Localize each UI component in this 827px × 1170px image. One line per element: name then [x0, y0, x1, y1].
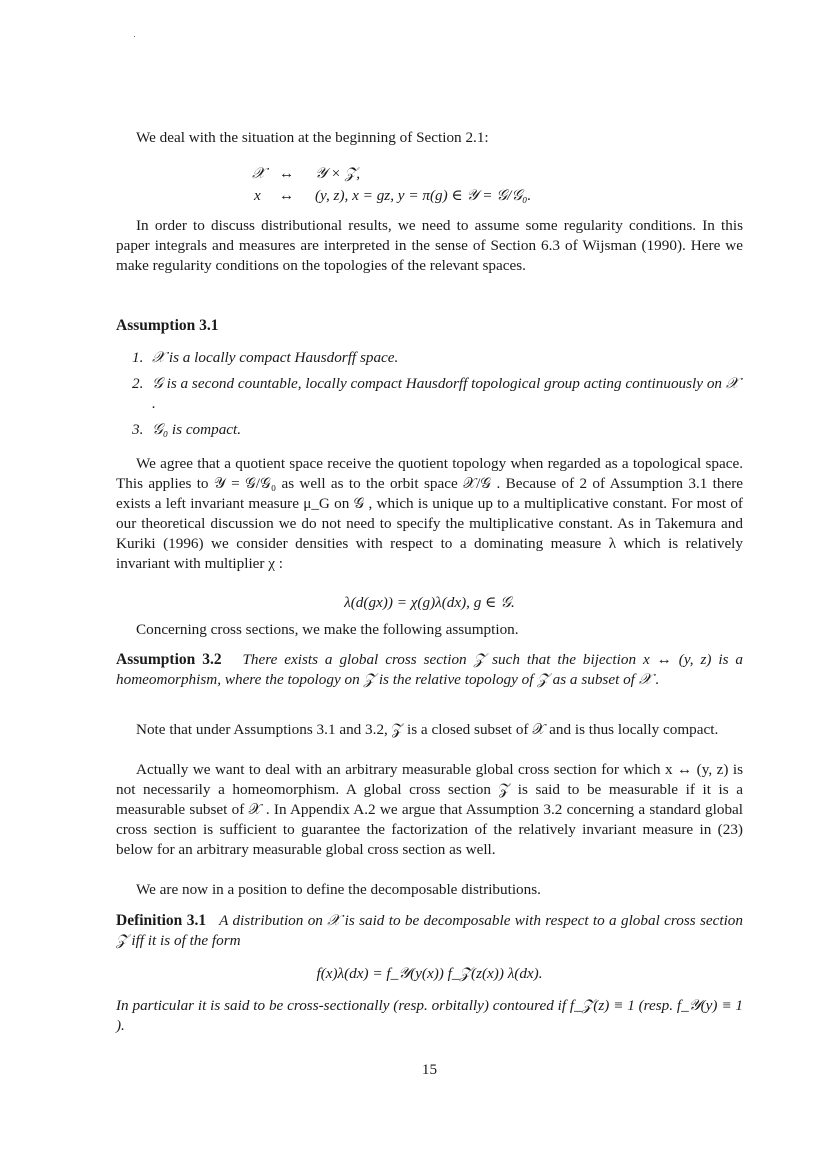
position-paragraph: We are now in a position to define the decomposable distributions. [136, 881, 541, 898]
intro-paragraph: We deal with the situation at the beginning of Section 2.1: [136, 129, 489, 146]
actually-paragraph: Actually we want to deal with an arbitrary measurable global cross section for which x ↔ (y, z) is not necessarily a homeomorphism. A global cross section 𝒵 is said to be measurable if it is a measurable subset of 𝒳 . In Appendix A.2 we argue that Assumption 3.2 concerning a standard global cross section is sufficient to guarantee the factorization of the relatively invariant measure in (23) below for an arbitrary measurable global cross section as well. [116, 761, 743, 858]
paper-page [116, 0, 743, 1170]
eq-row1-lhs: 𝒳 [252, 165, 266, 182]
item-number: 3. [132, 421, 144, 438]
quotient-paragraph: We agree that a quotient space receive the quotient topology when regarded as a topological space. This applies to 𝒴 = 𝒢/𝒢₀ as well as to the orbit space 𝒳/𝒢 . Because of 2 of Assumption 3.1 there exists a left invariant measure μ_G on 𝒢 , which is unique up to a multiplicative constant. For most of our theoretical discussion we do not need to specify the multiplicative constant. As in Takemura and Kuriki (1996) we consider densities with respect to a dominating measure λ which is relatively invariant with multiplier χ : [116, 455, 743, 572]
item-number: 2. [132, 375, 144, 392]
decomposable-density-equation: f(x)λ(dx) = f_𝒴(y(x)) f_𝒵(z(x)) λ(dx). [316, 965, 543, 982]
regularity-paragraph: In order to discuss distributional results, we need to assume some regularity conditions. In this paper integrals and measures are interpreted in the sense of Section 6.3 of Wijsman (1990). Here we make regularity conditions on the topologies of the relevant spaces. [116, 217, 743, 274]
eq-row1-arrow: ↔ [279, 165, 295, 182]
assumption-3-2-text: There exists a global cross section 𝒵 such that the bijection x ↔ (y, z) is a homeomorphism, where the topology on 𝒵 is the relative topology of 𝒵 as a subset of 𝒳 . [116, 651, 744, 688]
cross-sections-paragraph: Concerning cross sections, we make the following assumption. [136, 621, 519, 638]
definition-3-1-followup: In particular it is said to be cross-sectionally (resp. orbitally) contoured if f_𝒵(z) ≡ 1 (resp. f_𝒴(y) ≡ 1 ). [116, 997, 743, 1034]
eq-row2-arrow: ↔ [279, 187, 295, 204]
item-text: 𝒢 is a second countable, locally compact Hausdorff topological group acting continuously on 𝒳 . [152, 375, 739, 412]
assumption-3-1-heading: Assumption 3.1 [116, 317, 219, 334]
definition-3-1-text: A distribution on 𝒳 is said to be decomposable with respect to a global cross section 𝒵 iff it is of the form [116, 912, 743, 949]
definition-3-1-heading: Definition 3.1 [116, 912, 207, 929]
definition-3-1-block [116, 911, 743, 951]
relative-invariance-equation: λ(d(gx)) = χ(g)λ(dx), g ∈ 𝒢. [344, 594, 515, 611]
display-equation-decomposition [116, 164, 743, 204]
eq-row2-rhs: (y, z), x = gz, y = π(g) ∈ 𝒴 = 𝒢/𝒢₀. [315, 187, 532, 204]
note-paragraph: Note that under Assumptions 3.1 and 3.2, 𝒵 is a closed subset of 𝒳 and is thus locally compact. [136, 721, 719, 738]
eq-row2-lhs: x [254, 187, 261, 204]
item-number: 1. [132, 349, 144, 366]
eq-row1-rhs: 𝒴 × 𝒵, [315, 165, 361, 182]
assumption-3-2-heading: Assumption 3.2 [116, 651, 222, 668]
item-text: 𝒳 is a locally compact Hausdorff space. [152, 349, 399, 366]
assumption-3-2-block [116, 650, 743, 690]
item-text: 𝒢₀ is compact. [152, 421, 242, 438]
page-number: 15 [421, 1061, 438, 1078]
